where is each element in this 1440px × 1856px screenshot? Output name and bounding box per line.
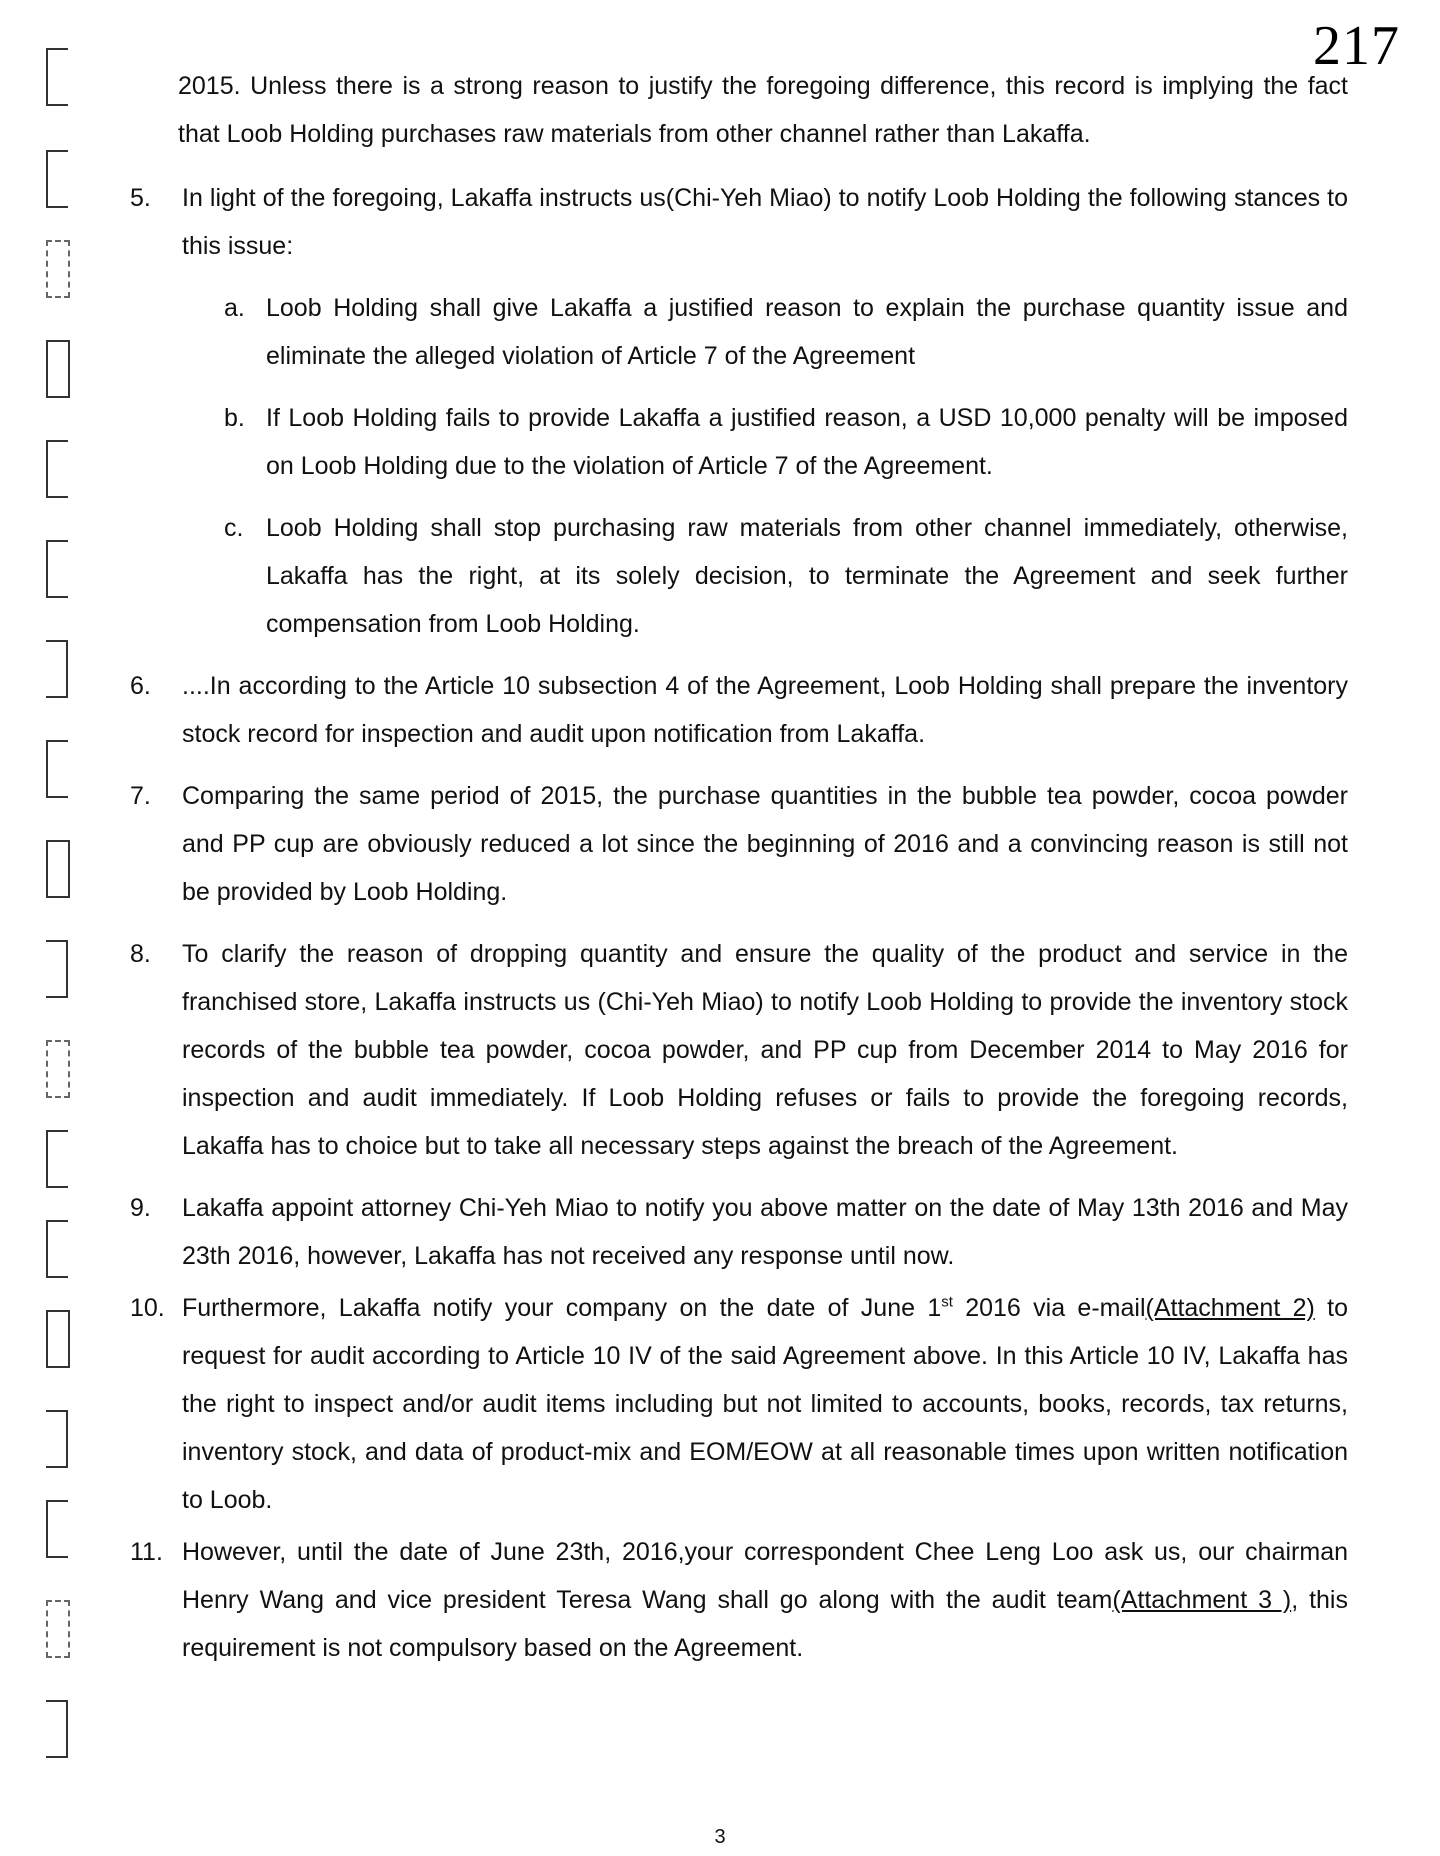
list-item-11	[130, 1528, 1348, 1672]
sub-item-b	[224, 394, 1348, 490]
attachment-3-reference: (Attachment 3 )	[1112, 1586, 1292, 1614]
list-item-5	[130, 174, 1348, 270]
item-text: In light of the foregoing, Lakaffa instructs us(Chi-Yeh Miao) to notify Loob Holding the following stances to this issue:	[182, 184, 1348, 260]
list-item-7	[130, 772, 1348, 916]
sub-item-text: Loob Holding shall stop purchasing raw materials from other channel immediately, otherwise, Lakaffa has the right, at its solely decision, to terminate the Agreement and seek further compensation from Loob Holding.	[266, 514, 1348, 638]
sub-item-text: If Loob Holding fails to provide Lakaffa a justified reason, a USD 10,000 penalty will be imposed on Loob Holding due to the violation of Article 7 of the Agreement.	[266, 404, 1348, 480]
item-number: 7.	[130, 782, 151, 810]
item-text: To clarify the reason of dropping quantity and ensure the quality of the product and service in the franchised store, Lakaffa instructs us (Chi-Yeh Miao) to notify Loob Holding to provide the inventory stock records of the bubble tea powder, cocoa powder, and PP cup from December 2014 to May 2016 for inspection and audit immediately. If Loob Holding refuses or fails to provide the foregoing records, Lakaffa has to choice but to take all necessary steps against the breach of the Agreement.	[182, 940, 1348, 1160]
sub-item-label: c.	[224, 514, 244, 542]
item-number: 6.	[130, 672, 151, 700]
item-number: 10.	[130, 1294, 165, 1322]
item-text-part: Furthermore, Lakaffa notify your company on the date of June 1	[182, 1294, 942, 1322]
sub-item-a	[224, 284, 1348, 380]
item-number: 11.	[130, 1538, 163, 1566]
list-item-8	[130, 930, 1348, 1170]
item-text-part: However, until the date of June 23th, 2016,your correspondent Chee Leng Loo ask us, our chairman Henry Wang and vice president Teresa Wang shall go along with the audit team	[182, 1538, 1348, 1614]
item-text-part: to request for audit according to Article 10 IV of the said Agreement above. In this Article 10 IV, Lakaffa has the right to inspect and/or audit items including but not limited to accounts, books, records, tax returns, inventory stock, and data of product-mix and EOM/EOW at all reasonable times upon written notification to Loob.	[182, 1294, 1348, 1514]
list-item-9	[130, 1184, 1348, 1280]
binder-hole-marks	[40, 40, 80, 1850]
list-item-10	[130, 1284, 1348, 1524]
item-text	[182, 1284, 1348, 1524]
item-text	[182, 1528, 1348, 1672]
item-number: 8.	[130, 940, 151, 968]
item-text: Lakaffa appoint attorney Chi-Yeh Miao to notify you above matter on the date of May 13th 2016 and May 23th 2016, however, Lakaffa has not received any response until now.	[182, 1194, 1348, 1270]
ordinal-suffix: st	[941, 1293, 953, 1311]
item-number: 9.	[130, 1194, 151, 1222]
stamped-page-number: 217	[1313, 15, 1400, 77]
attachment-2-reference: (Attachment 2)	[1145, 1294, 1315, 1322]
sub-item-label: b.	[224, 404, 245, 432]
sublist-item-5	[224, 284, 1348, 648]
item-text-part: , this requirement is not compulsory based on the Agreement.	[182, 1586, 1348, 1662]
footer-page-number: 3	[714, 1826, 726, 1848]
item-number: 5.	[130, 184, 151, 212]
sub-item-text: Loob Holding shall give Lakaffa a justified reason to explain the purchase quantity issue and eliminate the alleged violation of Article 7 of the Agreement	[266, 294, 1348, 370]
list-item-6	[130, 662, 1348, 758]
item-text: Comparing the same period of 2015, the purchase quantities in the bubble tea powder, cocoa powder and PP cup are obviously reduced a lot since the beginning of 2016 and a convincing reason is still not be provided by Loob Holding.	[182, 782, 1348, 906]
continuation-paragraph: 2015. Unless there is a strong reason to justify the foregoing difference, this record is implying the fact that Loob Holding purchases raw materials from other channel rather than Lakaffa.	[178, 72, 1348, 148]
item-text-part: 2016 via e-mail	[952, 1294, 1146, 1322]
sub-item-label: a.	[224, 294, 245, 322]
sub-item-c	[224, 504, 1348, 648]
item-text: ....In according to the Article 10 subsection 4 of the Agreement, Loob Holding shall prepare the inventory stock record for inspection and audit upon notification from Lakaffa.	[182, 672, 1348, 748]
letter-body	[130, 62, 1348, 1672]
